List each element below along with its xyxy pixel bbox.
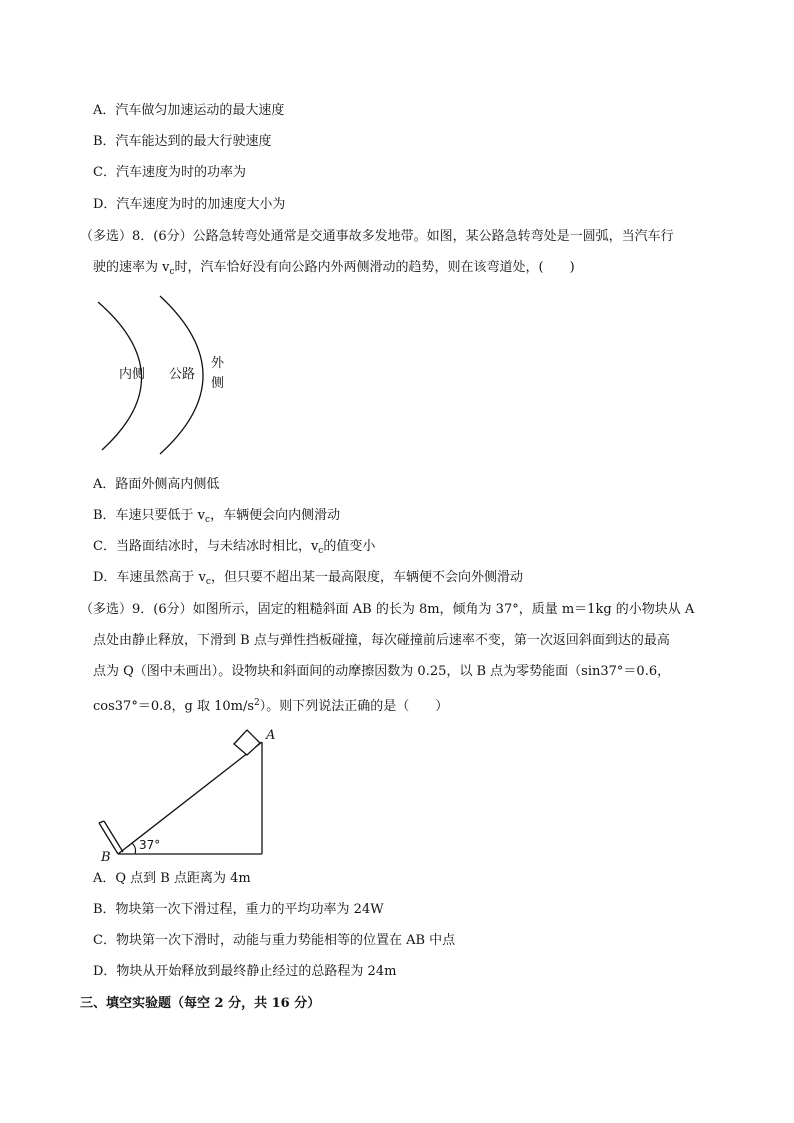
q8-option-b — [93, 507, 340, 529]
q9-option-b: B．物块第一次下滑过程，重力的平均功率为 24W — [93, 902, 384, 917]
barrier-plate-top — [99, 821, 104, 823]
q8-option-d-subscript: c — [205, 577, 211, 587]
q8-option-b-subscript: c — [205, 515, 211, 525]
point-b-label: B — [101, 850, 111, 864]
q8-option-a: A．路面外侧高内侧低 — [93, 477, 220, 492]
q8-option-b-post: ，车辆便会向内侧滑动 — [210, 508, 341, 523]
angle-arc — [132, 843, 136, 854]
figure-label-outer-side-1: 外 — [211, 356, 225, 371]
q9-stem-line-2: 点处由静止释放，下滑到 B 点与弹性挡板碰撞，每次碰撞前后速率不变，第一次返回斜面到达的最高 — [93, 633, 670, 648]
section-3-heading: 三、填空实验题（每空 2 分，共 16 分） — [80, 996, 321, 1011]
incline-diagram — [92, 722, 282, 864]
figure-label-outer-side-2: 侧 — [211, 376, 225, 391]
q7-option-d: D．汽车速度为时的加速度大小为 — [93, 197, 286, 212]
figure-label-road: 公路 — [169, 367, 196, 382]
figure-label-inner-side: 内侧 — [119, 367, 146, 382]
incline-figure — [92, 722, 282, 864]
q8-option-d-post: ，但只要不超出某一最高限度，车辆便不会向外侧滑动 — [210, 570, 523, 585]
q9-stem-line-4 — [93, 694, 448, 716]
q8-stem-text-pre: 驶的速率为 v — [93, 260, 170, 275]
point-a-label: A — [266, 728, 276, 743]
q9-stem-line-4-superscript: 2 — [254, 698, 260, 708]
q8-stem-subscript: c — [169, 267, 175, 277]
q8-option-b-pre: B．车速只要低于 v — [93, 508, 206, 523]
block — [234, 730, 260, 755]
curved-road-figure — [88, 292, 238, 460]
q8-option-c-post: 的值变小 — [323, 539, 376, 554]
angle-label: 37° — [139, 838, 161, 852]
q9-option-c: C．物块第一次下滑时，动能与重力势能相等的位置在 AB 中点 — [93, 933, 456, 948]
q7-option-b: B．汽车能达到的最大行驶速度 — [93, 134, 272, 149]
q9-option-a: A．Q 点到 B 点距离为 4m — [93, 871, 251, 886]
q8-stem-line-1: （多选）8．(6分）公路急转弯处通常是交通事故多发地带。如图，某公路急转弯处是一圆弧，当汽车行 — [80, 229, 674, 244]
q8-stem-text-post: 时，汽车恰好没有向公路内外两侧滑动的趋势，则在该弯道处，( ) — [174, 260, 575, 275]
q9-stem-line-4-pre: cos37°＝0.8，g 取 10m/s — [93, 699, 255, 714]
q9-stem-line-4-post: ）。则下列说法正确的是（ ） — [259, 699, 449, 714]
q9-option-d: D．物块从开始释放到最终静止经过的总路程为 24m — [93, 964, 397, 979]
q8-option-c-pre: C．当路面结冰时，与未结冰时相比，v — [93, 539, 319, 554]
q8-option-c-subscript: c — [318, 546, 324, 556]
q8-option-c — [93, 538, 375, 560]
q8-option-d — [93, 569, 523, 591]
q9-stem-line-1: （多选）9．(6分）如图所示，固定的粗糙斜面 AB 的长为 8m，倾角为 37°，质量 m＝1kg 的小物块从 A — [80, 602, 695, 617]
q7-option-a: A．汽车做匀加速运动的最大速度 — [93, 103, 285, 118]
q8-option-d-pre: D．车速虽然高于 v — [93, 570, 206, 585]
q7-option-c: C．汽车速度为时的功率为 — [93, 165, 246, 180]
q9-stem-line-3: 点为 Q（图中未画出）。设物块和斜面间的动摩擦因数为 0.25，以 B 点为零势能面（sin37°＝0.6， — [93, 664, 671, 679]
q8-stem-line-2 — [93, 259, 575, 281]
